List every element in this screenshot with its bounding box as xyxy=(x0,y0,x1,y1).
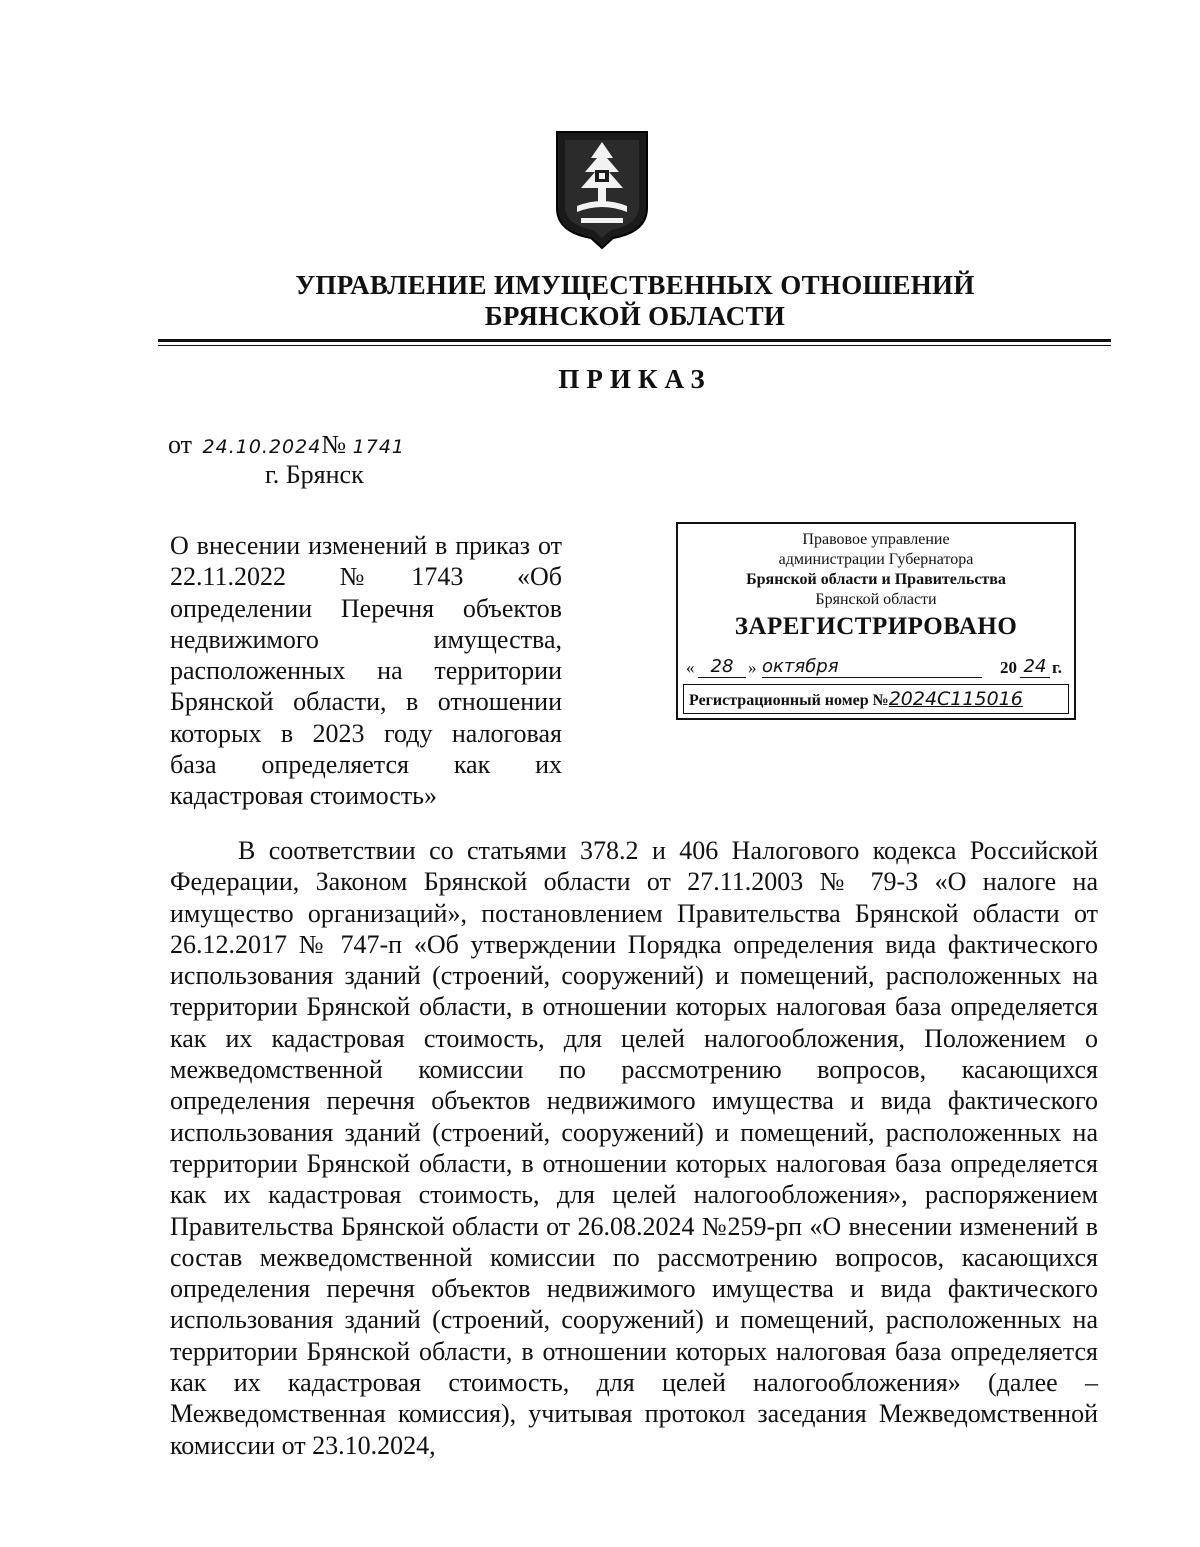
stamp-year-suffix: 24 xyxy=(1020,657,1050,678)
stamp-open-quote: « xyxy=(686,658,695,677)
stamp-day: 28 xyxy=(698,657,746,678)
stamp-line4: Брянской области xyxy=(815,591,937,608)
order-subject: О внесении изменений в приказ от 22.11.2022 №1743 «Об определении Перечня объектов недвижимого имущества, расположенных на территории Брянской области, в отношении которых в 2023 году налоговая база определяется как их кадастровая стоимость» xyxy=(170,531,562,811)
stamp-registration-label: Регистрационный номер № xyxy=(689,692,889,709)
header-divider-thick xyxy=(158,339,1111,342)
organization-title xyxy=(160,270,1110,332)
stamp-line2: администрации Губернатора xyxy=(778,551,974,568)
stamp-date-row xyxy=(686,652,1066,680)
stamp-year-unit: г. xyxy=(1052,658,1063,677)
stamp-registered-label: ЗАРЕГИСТРИРОВАНО xyxy=(734,613,1018,640)
stamp-year-prefix: 20 xyxy=(1000,658,1017,677)
preamble-paragraph: В соответствии со статьями 378.2 и 406 Налогового кодекса Российской Федерации, Законом Брянской области от 27.11.2003 № 79-З «О налоге на имущество организаций», постановлением Правительства Брянской области от 26.12.2017 № 747-п «Об утверждении Порядка определения вида фактического использования зданий (строений, сооружений) и помещений, расположенных на территории Брянской области, в отношении которых налоговая база определяется как их кадастровая стоимость, для целей налогообложения, Положением о межведомственной комиссии по рассмотрению вопросов, касающихся определения перечня объектов недвижимого имущества и вида фактического использования зданий (строений, сооружений) и помещений, расположенных на территории Брянской области, в отношении которых налоговая база определяется как их кадастровая стоимость, для целей налогообложения», распоряжением Правительства Брянской области от 26.08.2024 №259-рп «О внесении изменений в состав межведомственной комиссии по рассмотрению вопросов, касающихся определения перечня объектов недвижимого имущества и вида фактического использования зданий (строений, сооружений) и помещений, расположенных на территории Брянской области, в отношении которых налоговая база определяется как их кадастровая стоимость, для целей налогообложения» (далее – Межведомственная комиссия), учитывая протокол заседания Межведомственной комиссии от 23.10.2024, xyxy=(170,836,1098,1460)
stamp-registration-number: 2024С115016 xyxy=(888,688,1023,710)
issue-number-label: № xyxy=(321,430,347,459)
issue-city: г. Брянск xyxy=(265,460,364,489)
organization-title-line2: БРЯНСКОЙ ОБЛАСТИ xyxy=(484,301,786,331)
header-divider-thin xyxy=(158,345,1111,346)
issue-prefix: от xyxy=(168,430,193,459)
stamp-line1: Правовое управление xyxy=(802,531,950,548)
issue-date-handwritten: 24.10.2024 xyxy=(202,436,322,458)
stamp-line3: Брянской области и Правительства xyxy=(746,571,1006,588)
document-type: ПРИКАЗ xyxy=(558,364,712,394)
organization-title-line1: УПРАВЛЕНИЕ ИМУЩЕСТВЕННЫХ ОТНОШЕНИЙ xyxy=(295,270,975,300)
issue-date-line xyxy=(168,430,405,460)
bryansk-coat-of-arms-icon xyxy=(553,128,651,250)
registration-stamp xyxy=(676,522,1076,720)
stamp-close-quote: » xyxy=(748,658,757,677)
issue-number-handwritten: 1741 xyxy=(352,436,405,458)
stamp-month: октября xyxy=(762,657,982,678)
stamp-registration-row xyxy=(683,684,1069,714)
